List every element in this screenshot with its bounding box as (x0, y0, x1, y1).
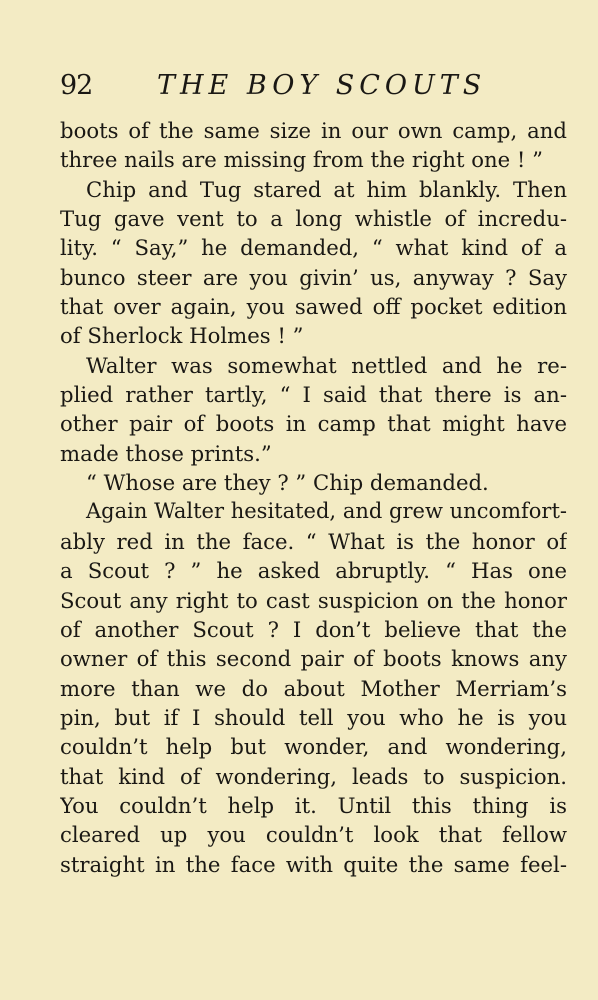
text-line: Scout any right to cast suspicion on the honor (60, 587, 567, 613)
text-line: cleared up you couldn’t look that fellow (60, 822, 567, 848)
text-line: that over again, you sawed off pocket edition (60, 294, 567, 320)
text-line: boots of the same size in our own camp, and (60, 118, 567, 143)
text-body (60, 116, 567, 879)
text-line: pin, but if I should tell you who he is you (60, 704, 567, 730)
text-line: more than we do about Mother Merriam’s (60, 675, 567, 701)
text-line: You couldn’t help it. Until this thing is (60, 792, 567, 818)
running-head (60, 70, 570, 110)
text-line: made those prints.” (60, 440, 272, 466)
text-line: plied rather tartly, “ I said that there is an- (60, 382, 567, 408)
book-title: THE BOY SCOUTS (157, 70, 487, 101)
text-line: Chip and Tug stared at him blankly. Then (86, 176, 567, 202)
text-line: lity. “ Say,” he demanded, “ what kind of a (60, 235, 567, 261)
text-line: bunco steer are you givin’ us, anyway ? Say (60, 264, 567, 290)
text-line: three nails are missing from the right one ! ” (60, 147, 544, 173)
text-line: “ Whose are they ? ” Chip demanded. (86, 470, 489, 496)
text-line: Tug gave vent to a long whistle of incredu- (60, 206, 567, 232)
text-line: of Sherlock Holmes ! ” (60, 323, 304, 349)
text-line: ably red in the face. “ What is the honor of (60, 528, 567, 554)
page-number: 92 (60, 70, 93, 101)
text-line: owner of this second pair of boots knows any (60, 646, 567, 672)
text-line: other pair of boots in camp that might have (60, 411, 567, 437)
text-line: Again Walter hesitated, and grew uncomfort- (86, 499, 567, 524)
text-line: straight in the face with quite the same feel- (60, 851, 567, 877)
text-line: a Scout ? ” he asked abruptly. “ Has one (60, 558, 567, 584)
text-line: that kind of wondering, leads to suspicion. (60, 763, 567, 789)
text-line: of another Scout ? I don’t believe that the (60, 616, 567, 642)
text-line: couldn’t help but wonder, and wondering, (60, 734, 567, 760)
text-line: Walter was somewhat nettled and he re- (86, 352, 567, 378)
